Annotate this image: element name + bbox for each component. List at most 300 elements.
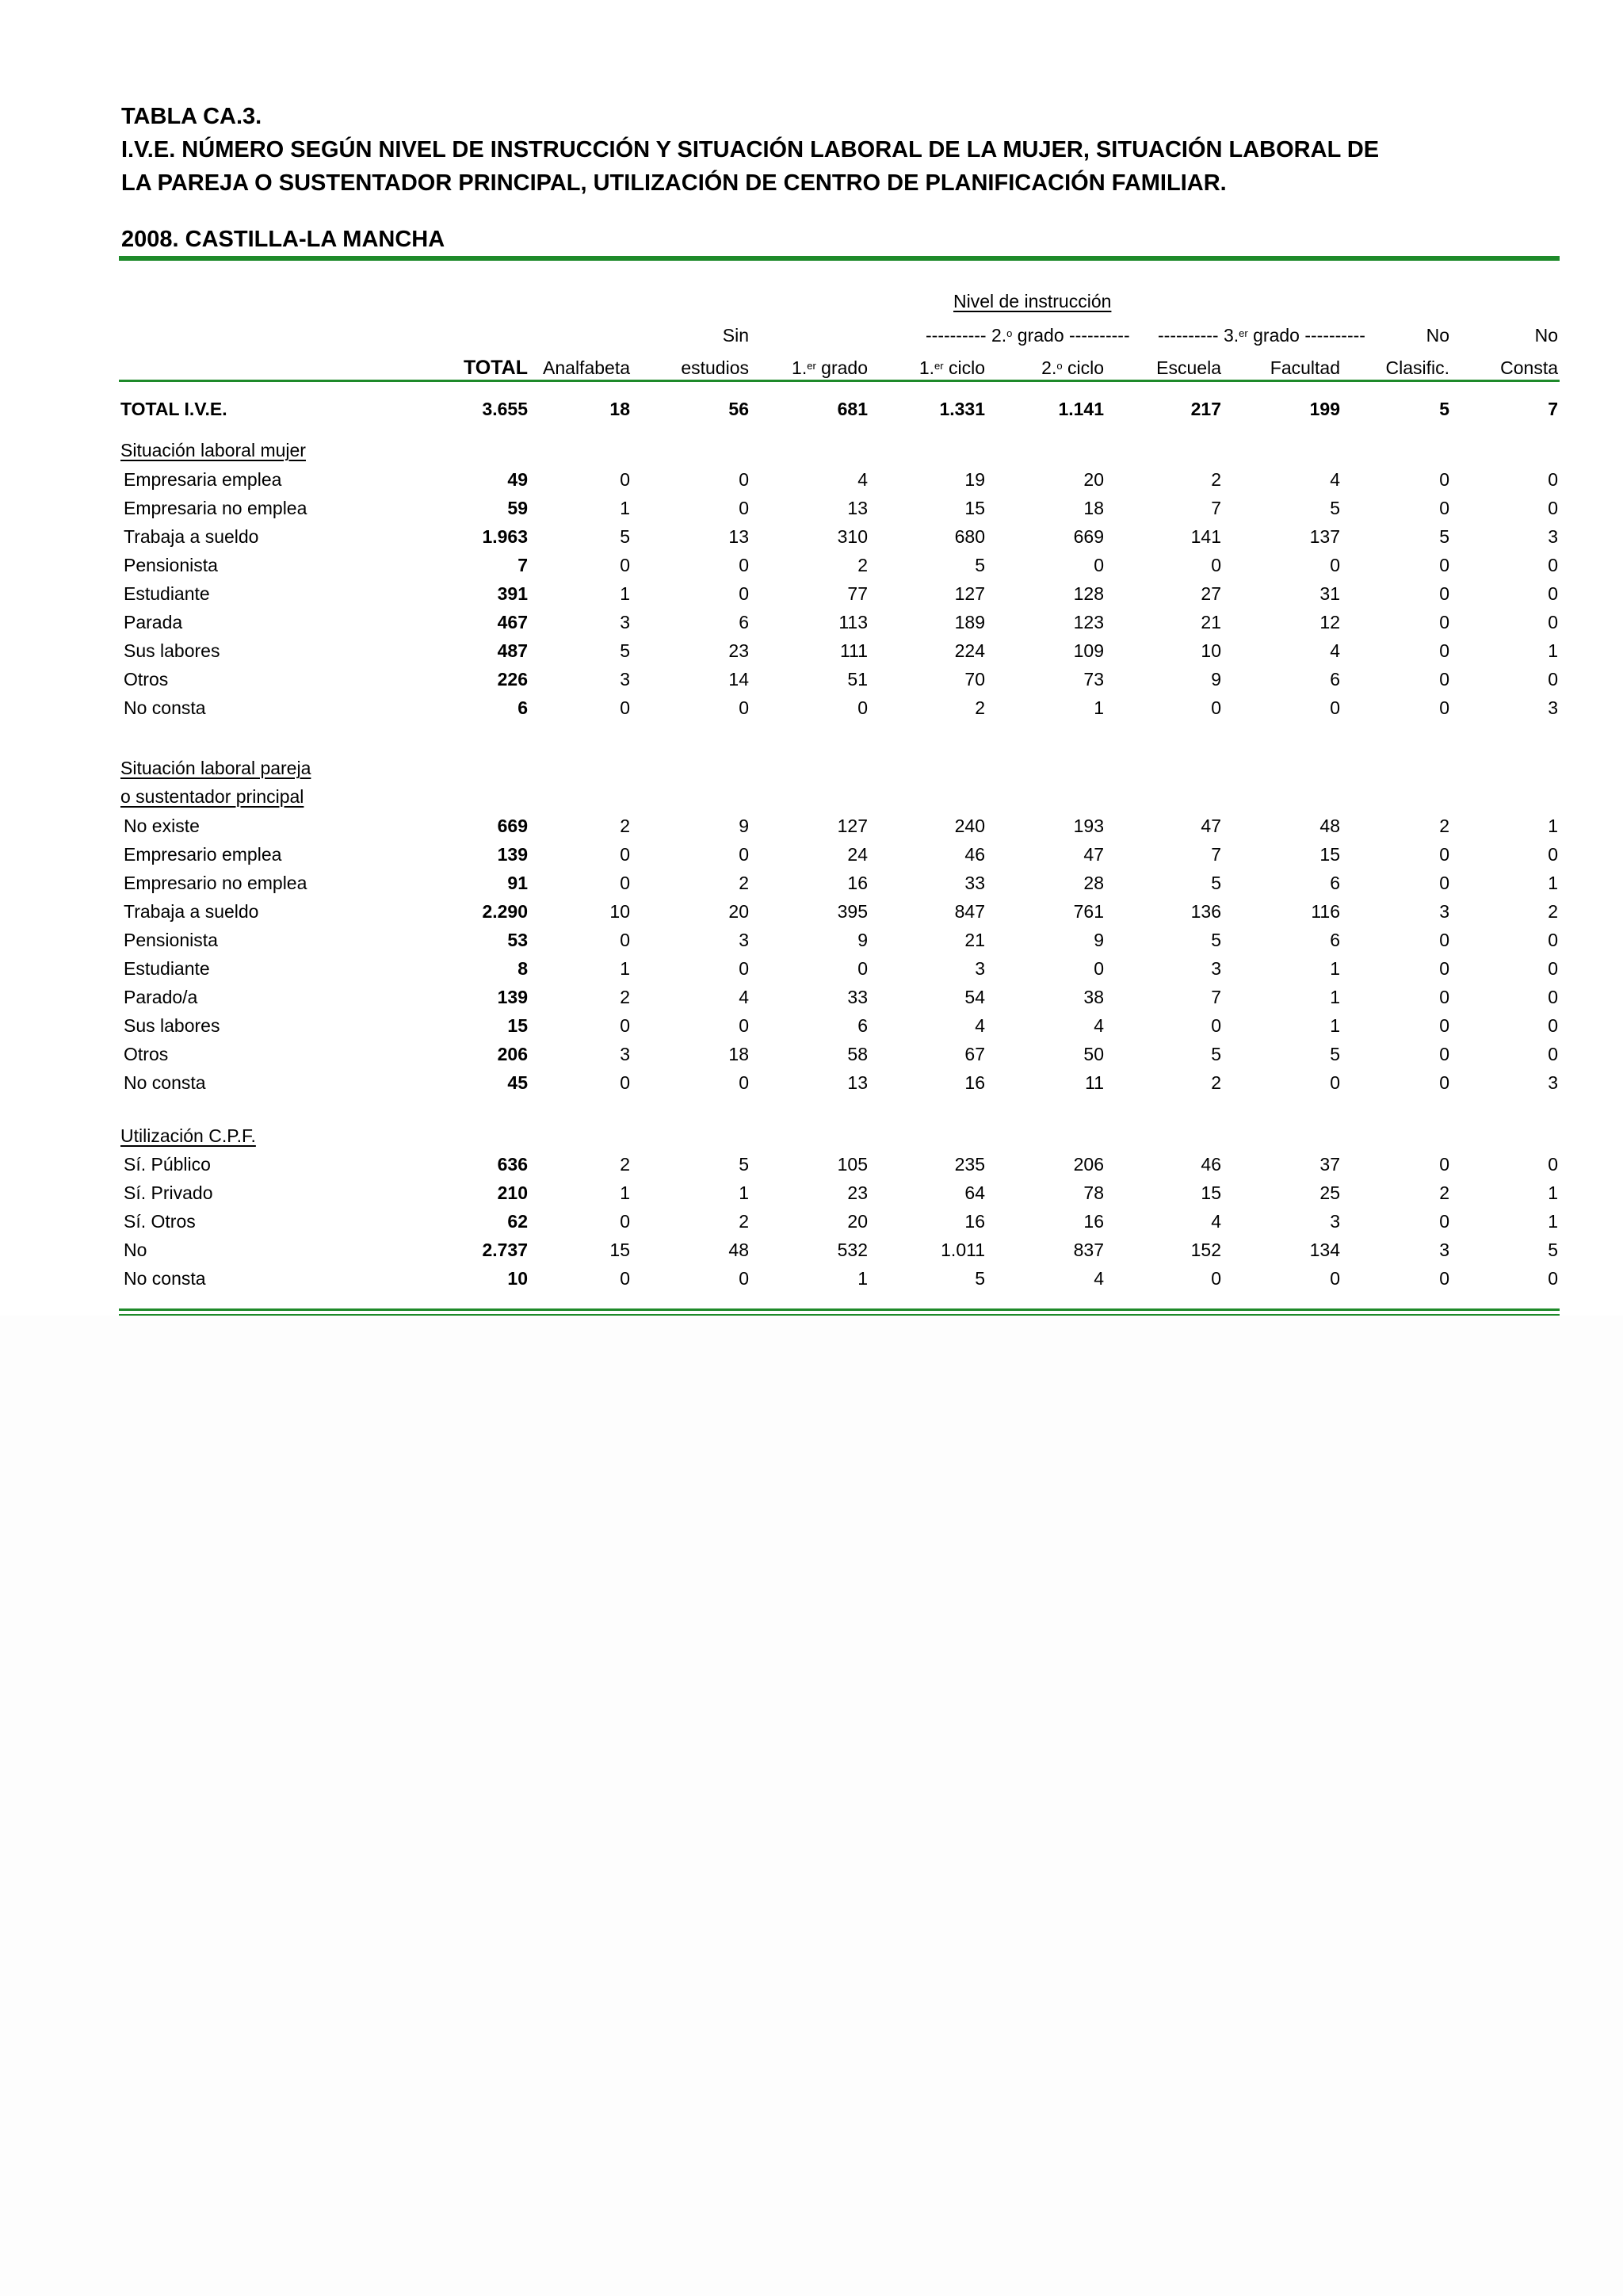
table-cell: 1 xyxy=(1094,697,1104,718)
table-cell: 2.290 xyxy=(482,901,528,922)
table-cell: 0 xyxy=(739,1268,749,1289)
table-cell: 0 xyxy=(1439,1268,1449,1289)
column-header-top: Sin xyxy=(722,325,749,346)
table-cell: 1 xyxy=(1548,640,1558,661)
row-label: Pensionista xyxy=(124,930,218,950)
table-title-line-2: LA PAREJA O SUSTENTADOR PRINCIPAL, UTILIZACIÓN DE CENTRO DE PLANIFICACIÓN FAMILIAR. xyxy=(121,170,1227,196)
table-cell: 1 xyxy=(1548,873,1558,893)
table-cell: 1 xyxy=(1548,1182,1558,1203)
row-label: Parado/a xyxy=(124,987,198,1007)
table-cell: 3 xyxy=(1330,1211,1340,1232)
table-bottom-rule-2 xyxy=(119,1314,1560,1316)
table-cell: 0 xyxy=(739,1015,749,1036)
table-cell: 0 xyxy=(1548,1044,1558,1064)
column-header: Analfabeta xyxy=(543,357,630,378)
table-cell: 0 xyxy=(620,469,630,490)
table-cell: 0 xyxy=(1439,873,1449,893)
table-cell: 49 xyxy=(507,469,528,490)
table-cell: 1 xyxy=(620,1182,630,1203)
table-cell: 0 xyxy=(1211,1268,1221,1289)
table-cell: 3 xyxy=(620,669,630,690)
table-cell: 0 xyxy=(1330,1072,1340,1093)
table-cell: 2 xyxy=(1548,901,1558,922)
table-cell: 0 xyxy=(739,1072,749,1093)
row-label: Empresario emplea xyxy=(124,844,282,865)
table-cell: 134 xyxy=(1309,1240,1340,1260)
table-cell: 3 xyxy=(1548,526,1558,547)
table-cell: 6 xyxy=(857,1015,868,1036)
section-title: Situación laboral mujer xyxy=(120,440,306,460)
table-cell: 116 xyxy=(1311,901,1340,922)
table-cell: 5 xyxy=(1548,1240,1558,1260)
table-cell: 13 xyxy=(728,526,749,547)
table-cell: 0 xyxy=(1439,1154,1449,1175)
column-header: Consta xyxy=(1500,357,1558,378)
table-cell: 0 xyxy=(1548,1154,1558,1175)
table-cell: 0 xyxy=(1548,583,1558,604)
column-header-top: No xyxy=(1534,325,1558,346)
table-cell: 4 xyxy=(1330,469,1340,490)
table-cell: 3 xyxy=(1439,901,1449,922)
table-cell: 0 xyxy=(739,697,749,718)
table-cell: 6 xyxy=(1330,930,1340,950)
table-cell: 7 xyxy=(1211,844,1221,865)
table-cell: 47 xyxy=(1083,844,1104,865)
table-cell: 0 xyxy=(1330,1268,1340,1289)
table-cell: 5 xyxy=(1211,1044,1221,1064)
table-cell: 0 xyxy=(1548,1015,1558,1036)
row-label: Otros xyxy=(124,1044,169,1064)
table-cell: 4 xyxy=(739,987,749,1007)
table-cell: 7 xyxy=(517,555,528,575)
table-cell: 669 xyxy=(1073,526,1104,547)
table-cell: 391 xyxy=(497,583,528,604)
table-cell: 3 xyxy=(975,958,985,979)
table-cell: 1 xyxy=(1548,816,1558,836)
table-cell: 7 xyxy=(1548,399,1558,419)
table-cell: 0 xyxy=(739,958,749,979)
table-cell: 0 xyxy=(857,697,868,718)
table-cell: 3 xyxy=(739,930,749,950)
table-cell: 0 xyxy=(1548,555,1558,575)
table-cell: 0 xyxy=(620,1015,630,1036)
table-cell: 11 xyxy=(1085,1072,1104,1093)
table-cell: 4 xyxy=(975,1015,985,1036)
table-cell: 0 xyxy=(620,697,630,718)
table-cell: 4 xyxy=(857,469,868,490)
table-cell: 2 xyxy=(620,1154,630,1175)
table-cell: 2 xyxy=(1211,1072,1221,1093)
table-cell: 4 xyxy=(1330,640,1340,661)
row-label: Sus labores xyxy=(124,640,220,661)
table-cell: 0 xyxy=(1094,958,1104,979)
table-cell: 105 xyxy=(837,1154,868,1175)
row-label: Trabaja a sueldo xyxy=(124,526,259,547)
table-cell: 24 xyxy=(847,844,868,865)
table-cell: 15 xyxy=(507,1015,528,1036)
row-label: Empresaria emplea xyxy=(124,469,282,490)
table-cell: 0 xyxy=(739,498,749,518)
table-cell: 73 xyxy=(1083,669,1104,690)
table-cell: 0 xyxy=(1094,555,1104,575)
table-cell: 2.737 xyxy=(482,1240,528,1260)
table-cell: 0 xyxy=(739,469,749,490)
table-cell: 20 xyxy=(728,901,749,922)
table-cell: 0 xyxy=(1548,844,1558,865)
section-title: o sustentador principal xyxy=(120,786,304,807)
table-cell: 9 xyxy=(1211,669,1221,690)
table-cell: 0 xyxy=(620,844,630,865)
row-label: No consta xyxy=(124,1268,206,1289)
table-cell: 53 xyxy=(507,930,528,950)
column-header: TOTAL xyxy=(463,357,528,379)
table-cell: 240 xyxy=(954,816,985,836)
table-cell: 27 xyxy=(1201,583,1221,604)
table-cell: 395 xyxy=(837,901,868,922)
table-cell: 0 xyxy=(1439,697,1449,718)
table-subtitle: 2008. CASTILLA-LA MANCHA xyxy=(121,227,445,252)
table-cell: 0 xyxy=(857,958,868,979)
table-cell: 59 xyxy=(507,498,528,518)
table-cell: 5 xyxy=(1439,526,1449,547)
row-label: Pensionista xyxy=(124,555,218,575)
table-cell: 15 xyxy=(1319,844,1340,865)
table-cell: 8 xyxy=(517,958,528,979)
table-cell: 62 xyxy=(507,1211,528,1232)
row-label: No consta xyxy=(124,1072,206,1093)
row-label: No consta xyxy=(124,697,206,718)
table-cell: 111 xyxy=(840,640,868,661)
row-label: No xyxy=(124,1240,147,1260)
table-cell: 54 xyxy=(964,987,985,1007)
table-cell: 0 xyxy=(1330,555,1340,575)
table-cell: 0 xyxy=(1439,1211,1449,1232)
table-cell: 224 xyxy=(954,640,985,661)
table-cell: 0 xyxy=(739,555,749,575)
table-cell: 199 xyxy=(1309,399,1340,419)
table-cell: 4 xyxy=(1211,1211,1221,1232)
table-cell: 0 xyxy=(1439,1015,1449,1036)
table-cell: 37 xyxy=(1319,1154,1340,1175)
table-cell: 33 xyxy=(964,873,985,893)
table-cell: 48 xyxy=(728,1240,749,1260)
table-cell: 2 xyxy=(975,697,985,718)
table-cell: 77 xyxy=(847,583,868,604)
table-bottom-rule-1 xyxy=(119,1308,1560,1311)
second-grade-group-header: ---------- 2.$^o$ grado ---------- xyxy=(926,325,1130,346)
table-cell: 3 xyxy=(1548,1072,1558,1093)
table-cell: 487 xyxy=(497,640,528,661)
table-cell: 2 xyxy=(620,987,630,1007)
column-header: Clasific. xyxy=(1385,357,1449,378)
table-cell: 5 xyxy=(1439,399,1449,419)
third-grade-group-header: ---------- 3.$^{er}$ grado ---------- xyxy=(1158,325,1365,346)
table-cell: 13 xyxy=(847,1072,868,1093)
column-header: Facultad xyxy=(1270,357,1340,378)
row-label: Estudiante xyxy=(124,583,210,604)
table-cell: 1 xyxy=(857,1268,868,1289)
table-cell: 23 xyxy=(728,640,749,661)
table-cell: 10 xyxy=(507,1268,528,1289)
table-cell: 0 xyxy=(1439,987,1449,1007)
table-cell: 2 xyxy=(739,1211,749,1232)
table-cell: 669 xyxy=(497,816,528,836)
table-cell: 137 xyxy=(1309,526,1340,547)
table-cell: 19 xyxy=(964,469,985,490)
table-cell: 1 xyxy=(620,498,630,518)
table-cell: 136 xyxy=(1190,901,1221,922)
table-cell: 15 xyxy=(964,498,985,518)
table-cell: 1.141 xyxy=(1058,399,1104,419)
table-cell: 58 xyxy=(847,1044,868,1064)
section-title: Situación laboral pareja xyxy=(120,758,311,778)
table-cell: 5 xyxy=(975,555,985,575)
table-cell: 5 xyxy=(620,526,630,547)
table-cell: 6 xyxy=(739,612,749,632)
table-cell: 0 xyxy=(1548,1268,1558,1289)
table-cell: 109 xyxy=(1073,640,1104,661)
column-header: estudios xyxy=(681,357,749,378)
table-cell: 0 xyxy=(1548,669,1558,690)
row-label: Empresario no emplea xyxy=(124,873,307,893)
table-cell: 0 xyxy=(1439,844,1449,865)
table-cell: 847 xyxy=(954,901,985,922)
table-cell: 0 xyxy=(620,873,630,893)
table-cell: 0 xyxy=(1211,697,1221,718)
table-cell: 18 xyxy=(609,399,630,419)
table-cell: 0 xyxy=(1439,958,1449,979)
table-cell: 0 xyxy=(620,930,630,950)
table-cell: 3 xyxy=(620,1044,630,1064)
table-cell: 18 xyxy=(728,1044,749,1064)
table-cell: 5 xyxy=(1330,1044,1340,1064)
row-label: TOTAL I.V.E. xyxy=(120,399,227,419)
table-cell: 2 xyxy=(620,816,630,836)
table-cell: 0 xyxy=(1439,1072,1449,1093)
table-cell: 0 xyxy=(739,844,749,865)
table-cell: 3 xyxy=(1439,1240,1449,1260)
table-cell: 6 xyxy=(1330,873,1340,893)
table-cell: 5 xyxy=(1211,873,1221,893)
table-cell: 46 xyxy=(964,844,985,865)
table-cell: 18 xyxy=(1083,498,1104,518)
table-cell: 123 xyxy=(1073,612,1104,632)
table-cell: 78 xyxy=(1083,1182,1104,1203)
table-cell: 128 xyxy=(1073,583,1104,604)
table-cell: 5 xyxy=(739,1154,749,1175)
table-cell: 1 xyxy=(1548,1211,1558,1232)
table-cell: 0 xyxy=(1439,555,1449,575)
table-cell: 50 xyxy=(1083,1044,1104,1064)
column-header: 1.$^{er}$ grado xyxy=(792,357,868,378)
table-cell: 70 xyxy=(964,669,985,690)
table-cell: 0 xyxy=(1548,612,1558,632)
table-cell: 20 xyxy=(1083,469,1104,490)
table-cell: 6 xyxy=(1330,669,1340,690)
table-cell: 16 xyxy=(964,1072,985,1093)
table-cell: 0 xyxy=(1439,498,1449,518)
table-cell: 0 xyxy=(1548,930,1558,950)
row-label: No existe xyxy=(124,816,200,836)
table-id: TABLA CA.3. xyxy=(121,104,262,129)
table-cell: 1.011 xyxy=(941,1240,985,1260)
table-cell: 127 xyxy=(954,583,985,604)
table-cell: 113 xyxy=(838,612,868,632)
table-cell: 0 xyxy=(620,1211,630,1232)
table-cell: 206 xyxy=(497,1044,528,1064)
table-cell: 10 xyxy=(1201,640,1221,661)
column-header: Escuela xyxy=(1156,357,1221,378)
table-cell: 1 xyxy=(739,1182,749,1203)
table-cell: 1 xyxy=(620,958,630,979)
table-cell: 0 xyxy=(620,555,630,575)
table-cell: 139 xyxy=(497,844,528,865)
table-cell: 226 xyxy=(497,669,528,690)
row-label: Sí. Privado xyxy=(124,1182,213,1203)
table-cell: 2 xyxy=(1439,816,1449,836)
data-table xyxy=(119,0,1560,1316)
table-cell: 31 xyxy=(1319,583,1340,604)
table-cell: 193 xyxy=(1073,816,1104,836)
table-cell: 6 xyxy=(517,697,528,718)
row-label: Empresaria no emplea xyxy=(124,498,307,518)
table-cell: 23 xyxy=(847,1182,868,1203)
table-cell: 7 xyxy=(1211,987,1221,1007)
table-cell: 139 xyxy=(497,987,528,1007)
table-cell: 16 xyxy=(964,1211,985,1232)
group-header-nivel: Nivel de instrucción xyxy=(953,291,1112,311)
table-cell: 0 xyxy=(1548,958,1558,979)
table-cell: 25 xyxy=(1319,1182,1340,1203)
table-cell: 467 xyxy=(497,612,528,632)
table-cell: 9 xyxy=(857,930,868,950)
table-cell: 0 xyxy=(1439,1044,1449,1064)
table-cell: 46 xyxy=(1201,1154,1221,1175)
table-cell: 3 xyxy=(620,612,630,632)
table-cell: 235 xyxy=(954,1154,985,1175)
table-cell: 0 xyxy=(1548,987,1558,1007)
table-cell: 4 xyxy=(1094,1268,1104,1289)
row-label: Sí. Otros xyxy=(124,1211,196,1232)
table-cell: 1 xyxy=(620,583,630,604)
row-label: Sí. Público xyxy=(124,1154,211,1175)
table-cell: 0 xyxy=(1211,555,1221,575)
table-cell: 64 xyxy=(964,1182,985,1203)
table-cell: 141 xyxy=(1190,526,1221,547)
table-cell: 5 xyxy=(620,640,630,661)
table-cell: 0 xyxy=(1548,498,1558,518)
table-cell: 0 xyxy=(1439,669,1449,690)
table-cell: 210 xyxy=(497,1182,528,1203)
table-cell: 20 xyxy=(847,1211,868,1232)
table-cell: 0 xyxy=(1330,697,1340,718)
table-cell: 51 xyxy=(847,669,868,690)
table-cell: 9 xyxy=(1094,930,1104,950)
table-cell: 837 xyxy=(1073,1240,1104,1260)
table-cell: 532 xyxy=(837,1240,868,1260)
table-cell: 1.331 xyxy=(939,399,985,419)
table-cell: 15 xyxy=(609,1240,630,1260)
column-header: 2.$^o$ ciclo xyxy=(1041,357,1104,378)
table-cell: 2 xyxy=(739,873,749,893)
table-cell: 0 xyxy=(620,1268,630,1289)
column-header-top: No xyxy=(1426,325,1449,346)
table-cell: 206 xyxy=(1073,1154,1104,1175)
table-cell: 67 xyxy=(964,1044,985,1064)
table-cell: 38 xyxy=(1083,987,1104,1007)
table-cell: 1 xyxy=(1330,958,1340,979)
table-cell: 91 xyxy=(507,873,528,893)
table-cell: 2 xyxy=(857,555,868,575)
column-header: 1.$^{er}$ ciclo xyxy=(918,357,985,378)
table-cell: 0 xyxy=(1548,469,1558,490)
table-cell: 16 xyxy=(1083,1211,1104,1232)
table-cell: 0 xyxy=(1439,469,1449,490)
table-cell: 3.655 xyxy=(482,399,528,419)
table-cell: 310 xyxy=(837,526,868,547)
row-label: Parada xyxy=(124,612,183,632)
row-label: Otros xyxy=(124,669,169,690)
table-cell: 16 xyxy=(847,873,868,893)
row-label: Trabaja a sueldo xyxy=(124,901,259,922)
table-cell: 21 xyxy=(1201,612,1221,632)
table-cell: 3 xyxy=(1548,697,1558,718)
table-cell: 0 xyxy=(1211,1015,1221,1036)
table-cell: 5 xyxy=(975,1268,985,1289)
table-cell: 761 xyxy=(1073,901,1104,922)
table-cell: 2 xyxy=(1439,1182,1449,1203)
table-cell: 3 xyxy=(1211,958,1221,979)
table-cell: 680 xyxy=(954,526,985,547)
table-cell: 0 xyxy=(1439,612,1449,632)
table-cell: 5 xyxy=(1211,930,1221,950)
table-cell: 0 xyxy=(1439,583,1449,604)
row-label: Estudiante xyxy=(124,958,210,979)
table-cell: 0 xyxy=(620,1072,630,1093)
table-cell: 636 xyxy=(497,1154,528,1175)
table-cell: 45 xyxy=(507,1072,528,1093)
table-cell: 33 xyxy=(847,987,868,1007)
table-cell: 14 xyxy=(728,669,749,690)
table-cell: 0 xyxy=(739,583,749,604)
table-cell: 9 xyxy=(739,816,749,836)
table-cell: 21 xyxy=(964,930,985,950)
table-cell: 0 xyxy=(1439,640,1449,661)
table-cell: 189 xyxy=(954,612,985,632)
table-cell: 1.963 xyxy=(482,526,528,547)
table-cell: 127 xyxy=(837,816,868,836)
section-title: Utilización C.P.F. xyxy=(120,1125,256,1146)
row-label: Sus labores xyxy=(124,1015,220,1036)
table-cell: 13 xyxy=(847,498,868,518)
table-cell: 5 xyxy=(1330,498,1340,518)
table-cell: 4 xyxy=(1094,1015,1104,1036)
table-cell: 217 xyxy=(1190,399,1221,419)
table-title-line-1: I.V.E. NÚMERO SEGÚN NIVEL DE INSTRUCCIÓN Y SITUACIÓN LABORAL DE LA MUJER, SITUACIÓN LABORAL DE xyxy=(121,137,1380,162)
table-cell: 1 xyxy=(1330,1015,1340,1036)
table-cell: 48 xyxy=(1319,816,1340,836)
table-cell: 0 xyxy=(1439,930,1449,950)
table-cell: 10 xyxy=(609,901,630,922)
table-cell: 152 xyxy=(1190,1240,1221,1260)
table-cell: 56 xyxy=(728,399,749,419)
table-cell: 681 xyxy=(837,399,868,419)
table-cell: 1 xyxy=(1330,987,1340,1007)
table-cell: 15 xyxy=(1201,1182,1221,1203)
table-cell: 12 xyxy=(1319,612,1340,632)
table-cell: 28 xyxy=(1083,873,1104,893)
column-header-rule xyxy=(119,380,1560,382)
